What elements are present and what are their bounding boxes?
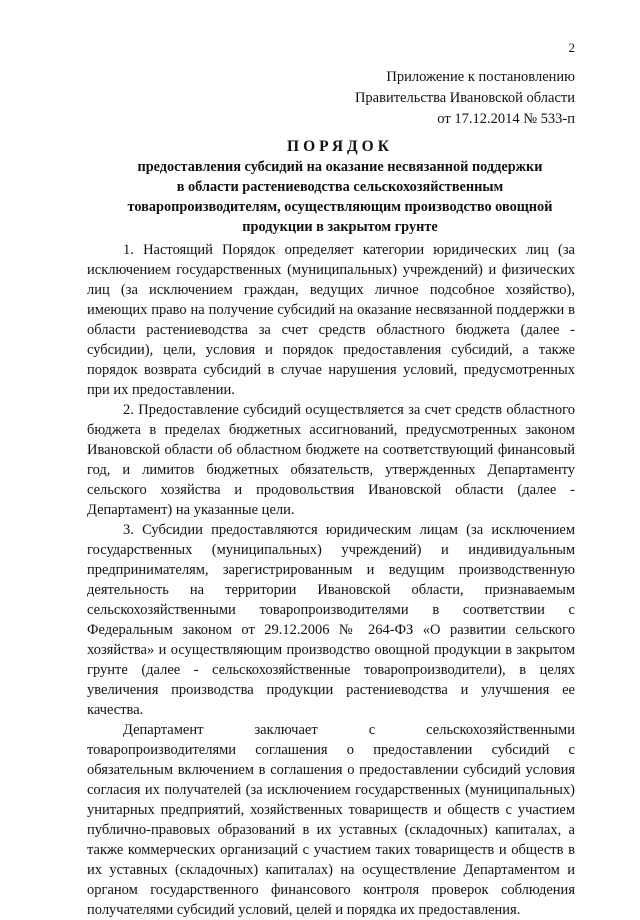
annex-line: Правительства Ивановской области xyxy=(354,90,575,106)
paragraph-4: Департамент заключает с сельскохозяйственными товаропроизводителями соглашения о предоставлении субсидий с обязательным включением в соглашения о предоставлении субсидий условия согласия их получателей (за исключением государственных (муниципальных) унитарных предприятий, хозяйственных товариществ и обществ с участием публично-правовых образований в их уставных (складочных) капиталах, а также коммерческих организаций с участием таких товариществ и обществ в их уставных (складочных) капиталах) на осуществление Департаментом и органом государственного финансового контроля проверок соблюдения получателями субсидий условий, целей и порядка их предоставления. xyxy=(87,722,575,918)
document-body xyxy=(87,240,575,920)
annex-line: Приложение к постановлению xyxy=(386,69,575,85)
paragraph-1: 1. Настоящий Порядок определяет категории юридических лиц (за исключением государственных (муниципальных) учреждений) и физических лиц (за исключением граждан, ведущих личное подсобное хозяйство), имеющих право на получение субсидий на оказание несвязанной поддержки в области растениеводства за счет средств областного бюджета (далее - субсидии), цели, условия и порядок предоставления субсидий, а также порядок возврата субсидий в случае нарушения условий, предусмотренных при их предоставлении. xyxy=(87,242,575,398)
subtitle-line: предоставления субсидий на оказание несвязанной поддержки xyxy=(137,159,543,175)
document-subtitle xyxy=(100,157,580,237)
subtitle-line: продукции в закрытом грунте xyxy=(242,219,438,235)
subtitle-line: в области растениеводства сельскохозяйственным xyxy=(176,179,504,195)
annex-header xyxy=(300,67,575,130)
annex-line: от 17.12.2014 № 533-п xyxy=(437,111,575,127)
paragraph-3: 3. Субсидии предоставляются юридическим лицам (за исключением государственных (муниципальных) учреждений) и индивидуальным предпринимателям, зарегистрированным и ведущим производственную деятельность на территории Ивановской области, признаваемым сельскохозяйственными товаропроизводителями в соответствии с Федеральным законом от 29.12.2006 № 264-ФЗ «О развитии сельского хозяйства» и осуществляющим производство овощной продукции в закрытом грунте (далее - сельскохозяйственные товаропроизводители), в целях увеличения производства продукции растениеводства и улучшения ее качества. xyxy=(87,522,575,718)
document-title: ПОРЯДОК xyxy=(287,138,393,155)
subtitle-line: товаропроизводителям, осуществляющим производство овощной xyxy=(127,199,553,215)
paragraph-2: 2. Предоставление субсидий осуществляется за счет средств областного бюджета в пределах бюджетных ассигнований, предусмотренных законом Ивановской области об областном бюджете на соответствующий финансовый год, и лимитов бюджетных обязательств, утвержденных Департаменту сельского хозяйства и продовольствия Ивановской области (далее - Департамент) на указанные цели. xyxy=(87,402,575,518)
page-number: 2 xyxy=(568,40,575,55)
